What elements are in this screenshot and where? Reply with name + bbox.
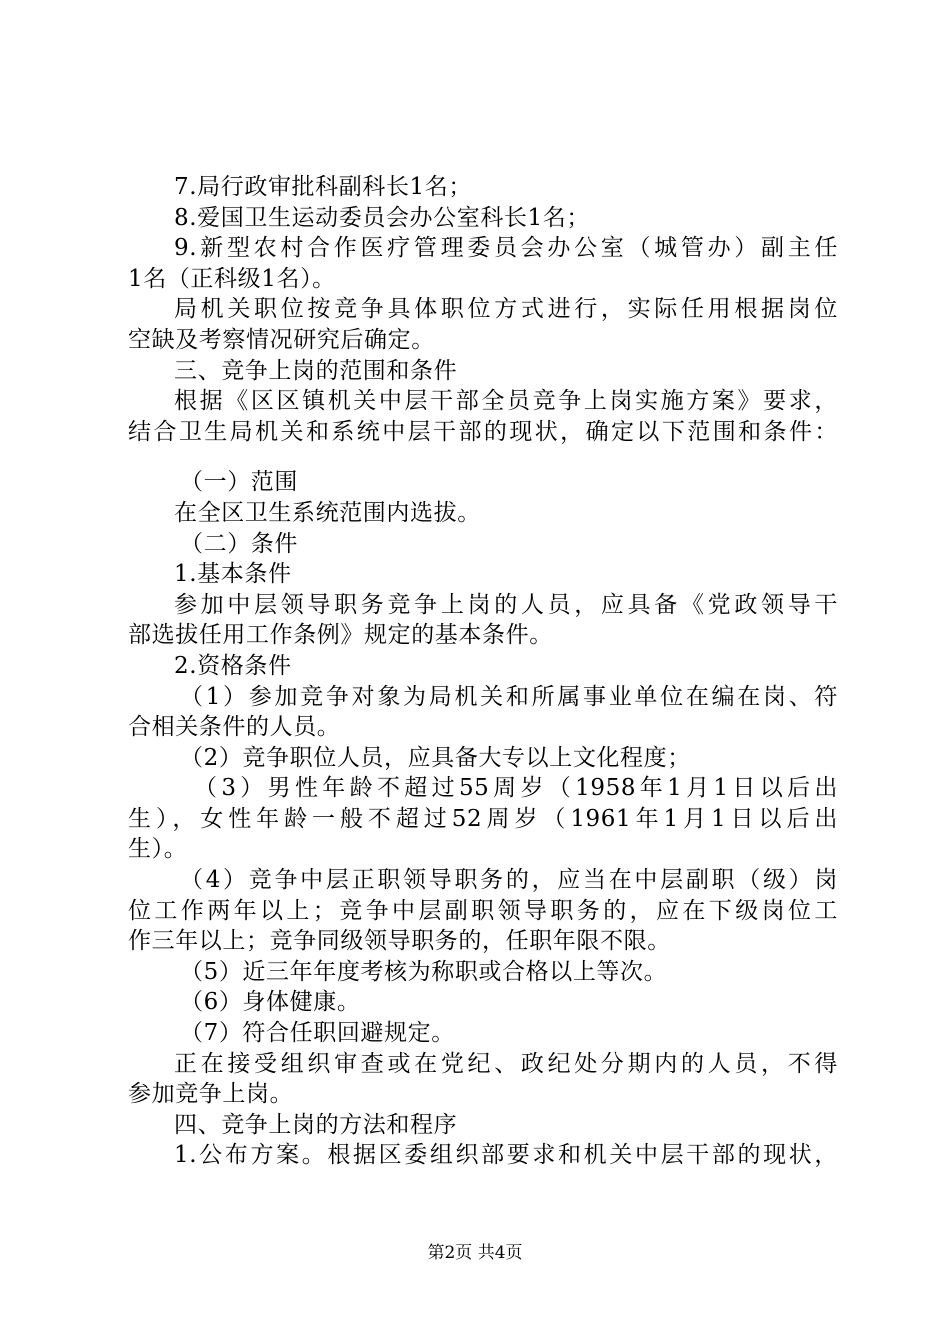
- text-line: 生），女性年龄一般不超过52周岁（1961年1月1日以后出: [128, 805, 838, 832]
- text-line: 位工作两年以上；竞争中层副职领导职务的，应在下级岗位工: [128, 897, 838, 924]
- document-body: [128, 172, 838, 1171]
- text-line: 生）。: [128, 836, 188, 863]
- section-heading: 三、竞争上岗的范围和条件: [174, 357, 458, 384]
- text-line: （5）近三年年度考核为称职或合格以上等次。: [180, 958, 668, 985]
- text-line: 部选拔任用工作条例》规定的基本条件。: [128, 622, 553, 649]
- paragraph-gap: [128, 447, 838, 467]
- text-line: 在全区卫生系统范围内选拔。: [174, 499, 481, 526]
- text-line: 合相关条件的人员。: [128, 714, 341, 741]
- text-line: 7.局行政审批科副科长1名；: [174, 174, 472, 200]
- text-line: （6）身体健康。: [180, 989, 361, 1016]
- text-line: 9.新型农村合作医疗管理委员会办公室（城管办）副主任: [174, 235, 838, 262]
- text-line: 结合卫生局机关和系统中层干部的现状，确定以下范围和条件：: [128, 418, 838, 445]
- subsection-heading: （二）条件: [180, 530, 298, 557]
- text-line: 1名（正科级1名）。: [128, 265, 336, 292]
- text-line: （2）竞争职位人员，应具备大专以上文化程度；: [180, 744, 691, 771]
- text-line: 根据《区区镇机关中层干部全员竞争上岗实施方案》要求，: [174, 388, 838, 415]
- text-line: （7）符合任职回避规定。: [180, 1020, 455, 1047]
- text-line: 正在接受组织审查或在党纪、政纪处分期内的人员，不得: [174, 1050, 838, 1077]
- text-line: 参加中层领导职务竞争上岗的人员，应具备《党政领导干: [174, 591, 838, 618]
- text-line: 局机关职位按竞争具体职位方式进行，实际任用根据岗位: [174, 296, 838, 323]
- text-line: 2.资格条件: [174, 652, 292, 679]
- text-line: 作三年以上；竞争同级领导职务的，任职年限不限。: [128, 928, 671, 955]
- text-line: 1.基本条件: [174, 561, 292, 588]
- text-line: （1）参加竞争对象为局机关和所属事业单位在编在岗、符: [180, 683, 838, 710]
- text-line: （4）竞争中层正职领导职务的，应当在中层副职（级）岗: [180, 867, 838, 894]
- page-footer: 第2页 共4页: [427, 1243, 523, 1263]
- text-line: 参加竞争上岗。: [128, 1081, 294, 1108]
- text-line: 8.爱国卫生运动委员会办公室科长1名；: [174, 204, 590, 231]
- text-line: 空缺及考察情况研究后确定。: [128, 326, 435, 353]
- text-line: 1.公布方案。根据区委组织部要求和机关中层干部的现状，: [174, 1142, 838, 1169]
- text-line: （3）男性年龄不超过55周岁（1958年1月1日以后出: [194, 775, 838, 802]
- section-heading: 四、竞争上岗的方法和程序: [174, 1111, 458, 1138]
- subsection-heading: （一）范围: [180, 469, 298, 496]
